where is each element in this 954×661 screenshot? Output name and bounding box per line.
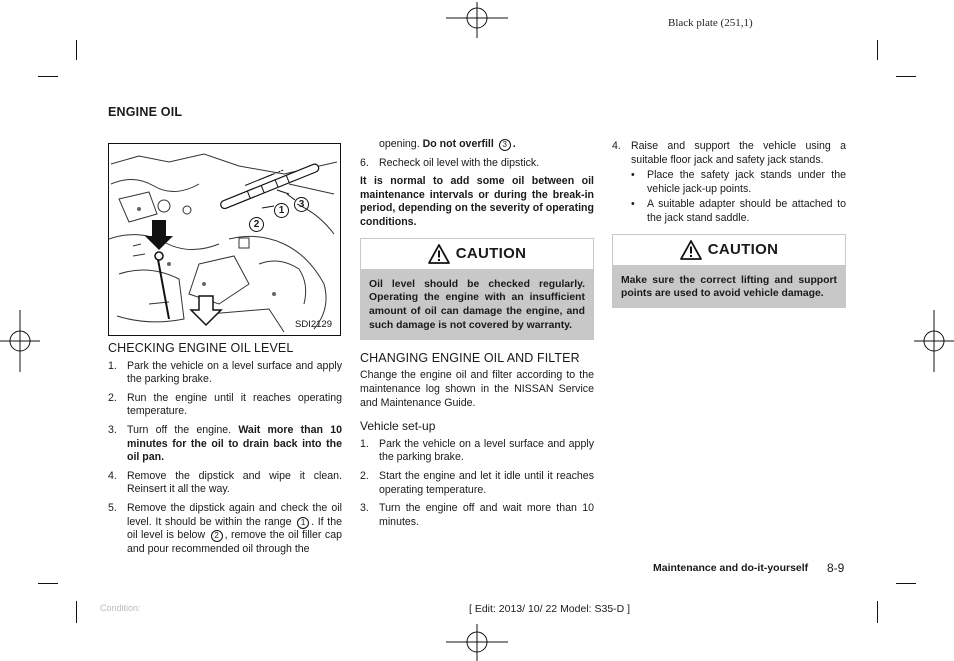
list-item: 2. Start the engine and let it idle until it reaches operating temperature. xyxy=(360,469,594,496)
footer-edit-info: [ Edit: 2013/ 10/ 22 Model: S35-D ] xyxy=(469,603,631,615)
step5-continued: opening. Do not overfill 3 . xyxy=(379,138,516,150)
bullet-item: • Place the safety jack stands under the vehicle jack-up points. xyxy=(631,169,846,195)
column-left xyxy=(108,342,342,561)
changing-title: CHANGING ENGINE OIL AND FILTER xyxy=(360,350,580,365)
plate-label: Black plate (251,1) xyxy=(668,17,753,29)
caution-header xyxy=(612,234,846,266)
setup-steps xyxy=(360,438,594,530)
callout-1: 1 xyxy=(272,200,291,218)
section-title: ENGINE OIL xyxy=(108,105,183,119)
list-item: 6. Recheck oil level with the dipstick. xyxy=(360,156,540,169)
dipstick-figure xyxy=(108,143,341,336)
footer-section-label: Maintenance and do-it-yourself xyxy=(653,562,809,574)
checking-steps xyxy=(108,360,342,557)
range-callout-1: 1 xyxy=(297,517,309,529)
overfill-callout-3: 3 xyxy=(499,139,511,151)
registration-mark-right xyxy=(914,310,954,372)
list-item: 4. Remove the dipstick and wipe it clean. Reinsert it all the way. xyxy=(108,469,342,496)
callout-2: 2 xyxy=(247,214,266,232)
vehicle-setup-title: Vehicle set-up xyxy=(360,419,436,434)
registration-mark-left xyxy=(0,310,40,372)
registration-mark-top xyxy=(446,2,508,38)
warning-triangle-icon xyxy=(680,240,702,260)
list-item: 2. Run the engine until it reaches operating temperature. xyxy=(108,391,342,418)
engine-illustration xyxy=(109,144,339,334)
column-right xyxy=(612,140,846,318)
list-item: 5. Remove the dipstick again and check the oil level. It should be within the range 1 . If the oil level is below 2 , remove the oil filler cap and pour recommended oil through the xyxy=(108,501,342,555)
raise-steps xyxy=(612,140,846,226)
caution-box-oil-level xyxy=(360,238,594,340)
warning-triangle-icon xyxy=(428,244,450,264)
figure-code: SDI2129 xyxy=(295,319,332,330)
footer-condition: Condition: xyxy=(100,603,141,613)
range-callout-2: 2 xyxy=(211,530,223,542)
caution-header xyxy=(360,238,594,270)
list-item: 3. Turn off the engine. Wait more than 10 minutes for the oil to drain back into the oil pan. xyxy=(108,423,342,464)
caution-text: Oil level should be checked regularly. Operating the engine with an insufficient amount of oil can damage the engine, and such damage is not covered by warranty. xyxy=(369,278,585,331)
oil-note: It is normal to add some oil between oil maintenance intervals or during the break-in period, depending on the severity of operating conditions. xyxy=(360,175,594,228)
callout-3: 3 xyxy=(292,194,311,212)
bullet-item: • A suitable adapter should be attached to the jack stand saddle. xyxy=(631,198,846,224)
caution-text: Make sure the correct lifting and support points are used to avoid vehicle damage. xyxy=(621,274,837,300)
checking-title: CHECKING ENGINE OIL LEVEL xyxy=(108,341,294,355)
column-middle xyxy=(360,138,594,534)
list-item: 4. Raise and support the vehicle using a suitable floor jack and safety jack stands. • Place the safety jack stands under the vehicle jack-up points. • A suitable adapter should be attached to the jack stand saddle. xyxy=(612,140,846,224)
list-item: 3. Turn the engine off and wait more than 10 minutes. xyxy=(360,502,594,528)
list-item: 1. Park the vehicle on a level surface and apply the parking brake. xyxy=(360,437,594,464)
caution-title: CAUTION xyxy=(455,244,527,262)
changing-text: Change the engine oil and filter according to the maintenance log shown in the NISSAN Service and Maintenance Guide. xyxy=(360,369,594,409)
checking-step-6 xyxy=(360,157,594,171)
caution-box-lifting xyxy=(612,234,846,309)
page-number: 8-9 xyxy=(827,561,845,575)
raise-bullets xyxy=(631,169,846,225)
list-item: 1. Park the vehicle on a level surface and apply the parking brake. xyxy=(108,359,342,386)
caution-title: CAUTION xyxy=(707,240,779,258)
registration-mark-bottom xyxy=(446,624,508,661)
